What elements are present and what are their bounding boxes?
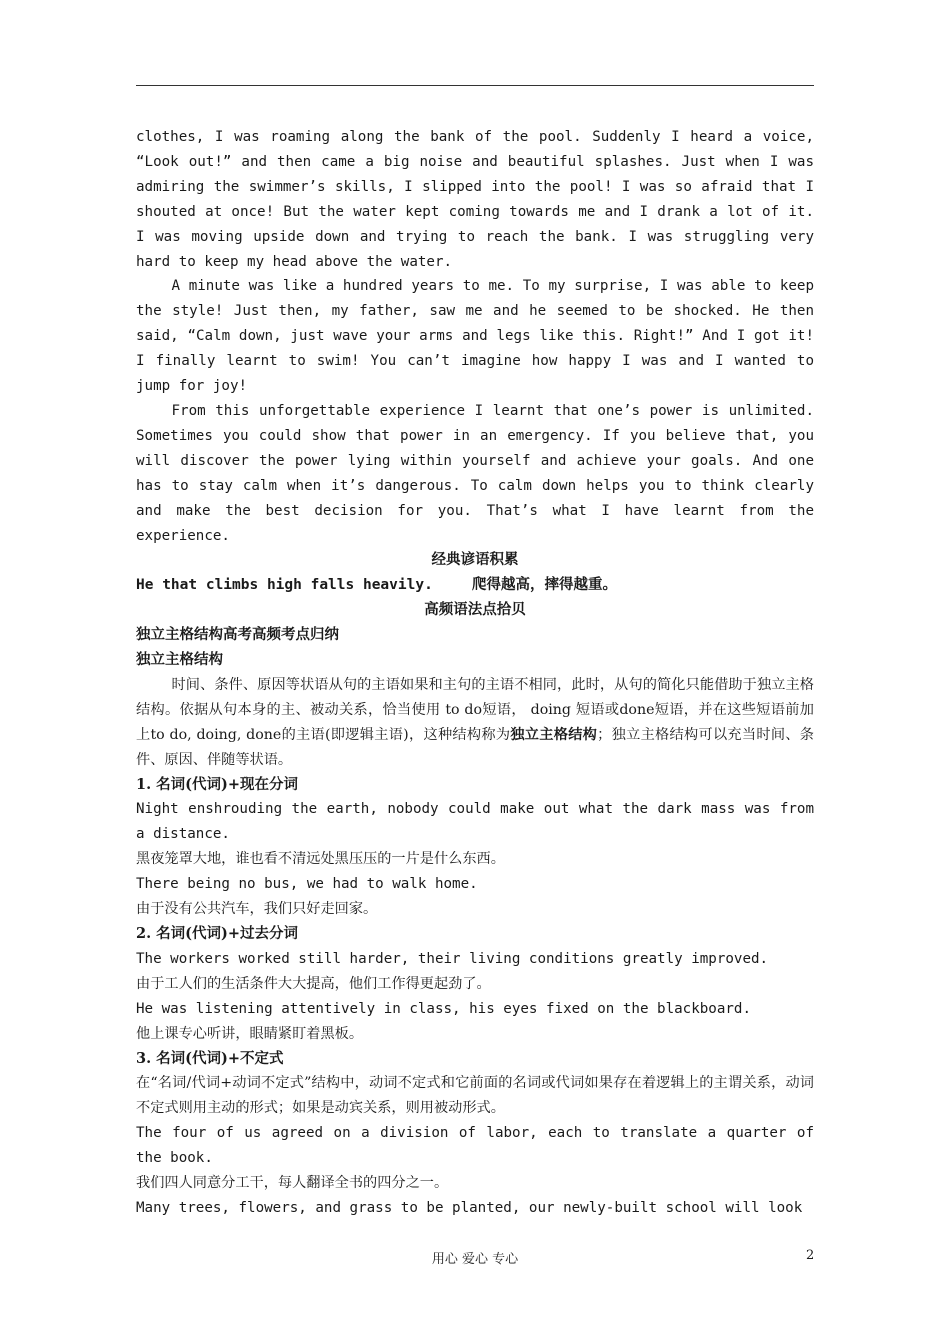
grammar-subtitle: 独立主格结构高考高频考点归纳	[136, 626, 339, 644]
item-2-example-en-2: He was listening attentively in class, his eyes fixed on the blackboard.	[136, 1000, 751, 1017]
item-3-explanation: 在“名词/代词+动词不定式”结构中，动词不定式和它前面的名词或代词如果存在着逻辑上的主谓关系，动词不定式则用主动的形式；如果是动宾关系，则用被动形式。	[136, 1075, 814, 1117]
grammar-topic: 独立主格结构	[136, 651, 223, 669]
item-1-heading: 1. 名词(代词)+现在分词	[136, 775, 299, 793]
proverb-chinese: 爬得越高，摔得越重。	[472, 576, 617, 594]
proverb-section-title: 经典谚语积累	[431, 551, 519, 569]
item-2-example-zh-2: 他上课专心听讲，眼睛紧盯着黑板。	[136, 1025, 364, 1042]
item-3-example-en-2: Many trees, flowers, and grass to be planted, our newly-built school will look	[136, 1199, 803, 1216]
grammar-section-title: 高频语法点拾贝	[424, 601, 526, 619]
item-1-example-zh-2: 由于没有公共汽车，我们只好走回家。	[136, 901, 378, 918]
grammar-intro-part2: ；独立主格结构可以充当时间、条件、原因、伴随等状语。	[136, 726, 814, 768]
page-number: 2	[806, 1248, 815, 1263]
story-paragraph-1: clothes, I was roaming along the bank of the pool. Suddenly I heard a voice, “Look out!” and then came a big noise and beautiful splashes. Just when I was admiring the swimmer’s skills, I slipped into the pool! I was so afraid that I shouted at once! But the water kept coming towards me and I drank a lot of it. I was moving upside down and trying to reach the bank. I was struggling very hard to keep my head above the water.	[136, 129, 814, 270]
item-3-example-en-1: The four of us agreed on a division of labor, each to translate a quarter of the book.	[136, 1125, 814, 1167]
item-2-heading: 2. 名词(代词)+过去分词	[136, 925, 299, 942]
header-rule	[136, 85, 814, 86]
footer-slogan: 用心 爱心 专心	[431, 1252, 519, 1267]
story-paragraph-3: From this unforgettable experience I learnt that one’s power is unlimited. Sometimes you could show that power in an emergency. If you believe that, you will discover the power lying within yourself and achieve your goals. And one has to stay calm when it’s dangerous. To calm down helps you to think clearly and make the best decision for you. That’s what I have learnt from the experience.	[136, 402, 814, 544]
item-2-example-zh-1: 由于工人们的生活条件大大提高，他们工作得更起劲了。	[136, 975, 491, 992]
item-1-example-en-1: Night enshrouding the earth, nobody could make out what the dark mass was from a distance.	[136, 801, 814, 843]
proverb-english: He that climbs high falls heavily.	[136, 577, 433, 594]
grammar-intro-term: 独立主格结构	[510, 726, 598, 743]
item-1-example-zh-1: 黑夜笼罩大地，谁也看不清远处黑压压的一片是什么东西。	[136, 851, 505, 868]
grammar-intro-part1: 时间、条件、原因等状语从句的主语如果和主句的主语不相同，此时，从句的简化只能借助于独立主格结构。依据从句本身的主、被动关系，恰当使用 to do短语， doing 短语或done短语，并在这些短语前加上to do, doing, done的主语(即逻辑主语)，这种结构称为	[136, 676, 814, 743]
item-3-heading: 3. 名词(代词)+不定式	[136, 1049, 284, 1067]
story-paragraph-2: A minute was like a hundred years to me. To my surprise, I was able to keep the style! Just then, my father, saw me and he seemed to be shocked. He then said, “Calm down, just wave your arms and legs like this. Right!” And I got it! I finally learnt to swim! You can’t imagine how happy I was and I wanted to jump for joy!	[136, 278, 814, 395]
grammar-intro	[136, 673, 814, 773]
item-2-example-en-1: The workers worked still harder, their living conditions greatly improved.	[136, 950, 769, 967]
item-3-example-zh-1: 我们四人同意分工干，每人翻译全书的四分之一。	[136, 1175, 449, 1192]
proverb-line	[136, 573, 814, 598]
page-content	[136, 125, 814, 1221]
item-1-example-en-2: There being no bus, we had to walk home.	[136, 876, 478, 893]
